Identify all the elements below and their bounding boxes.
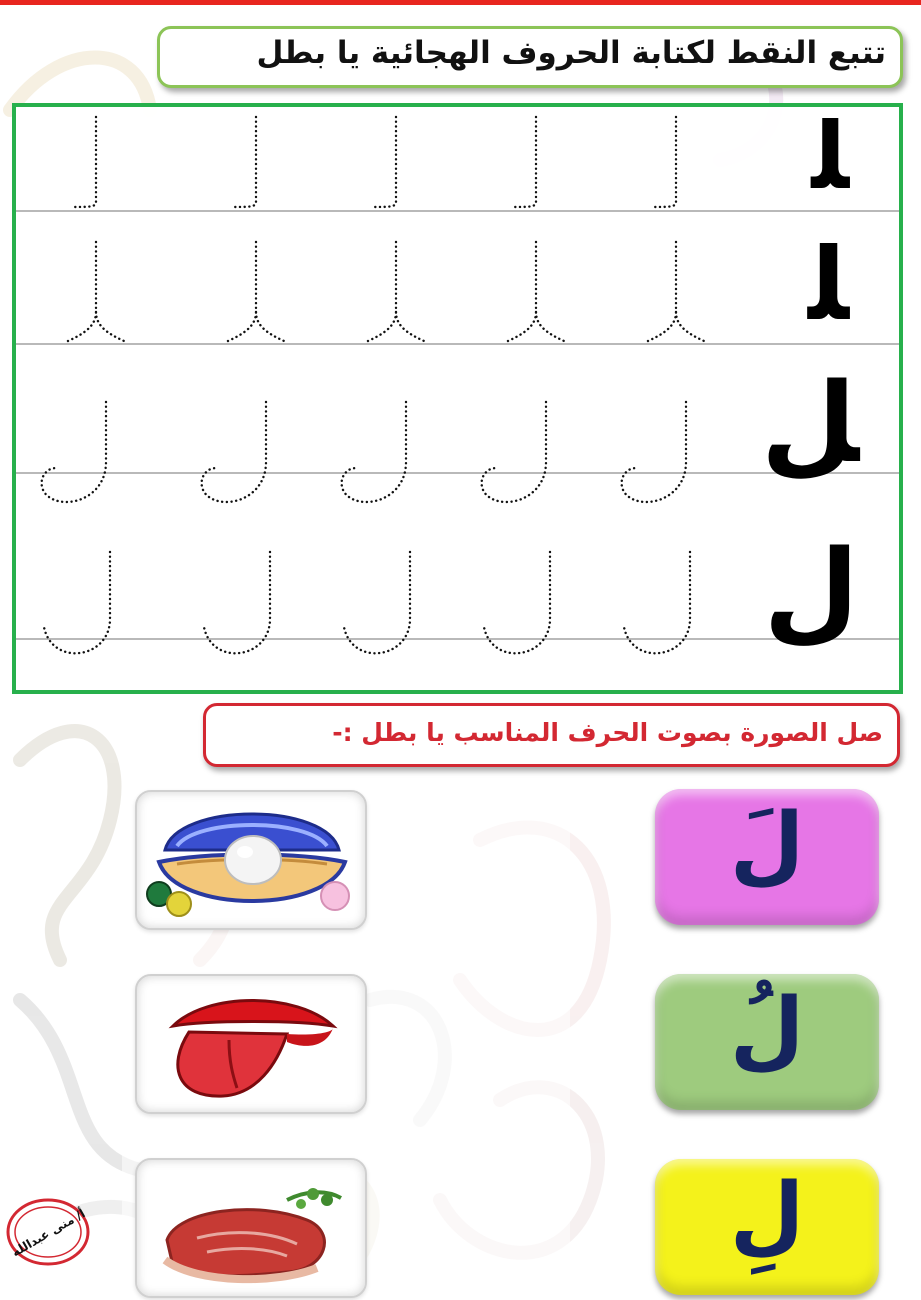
- dotted-letter: [72, 117, 96, 207]
- page-title: تتبع النقط لكتابة الحروف الهجائية يا بطل: [256, 35, 886, 71]
- top-red-bar: [0, 0, 921, 5]
- dotted-letter: [344, 552, 410, 653]
- letter-card-fatha[interactable]: [655, 789, 879, 925]
- dotted-letter: [342, 402, 406, 502]
- model-letter: ل: [763, 526, 859, 654]
- dotted-letter: [204, 552, 270, 653]
- dotted-letter: [508, 242, 564, 341]
- letter-fatha: لَ: [729, 795, 805, 895]
- dotted-letter: [624, 552, 690, 653]
- letter-damma: لُ: [729, 980, 805, 1080]
- dotted-letter: [232, 117, 256, 207]
- author-stamp: [4, 1196, 92, 1268]
- pearl-oyster-icon: [137, 792, 365, 928]
- picture-card-tongue[interactable]: [135, 974, 367, 1114]
- dotted-letter: [202, 402, 266, 502]
- letter-kasra: لِ: [729, 1165, 805, 1265]
- stamp-text: أ/ منى عبدالله: [9, 1206, 88, 1260]
- dotted-letter: [42, 402, 106, 502]
- picture-card-meat[interactable]: [135, 1158, 367, 1298]
- instruction-box: [203, 703, 900, 767]
- dotted-letter: [228, 242, 284, 341]
- tracing-area: [12, 103, 903, 694]
- dotted-letter: [68, 242, 124, 341]
- model-letter: ﻠ: [808, 226, 849, 343]
- picture-card-pearl[interactable]: [135, 790, 367, 930]
- dotted-letter: [482, 402, 546, 502]
- dotted-letter: [484, 552, 550, 653]
- pictures-panel: [122, 778, 570, 1298]
- dotted-trace-guides: [16, 103, 899, 690]
- dotted-letter: [648, 242, 704, 341]
- dotted-letter: [372, 117, 396, 207]
- letter-card-damma[interactable]: [655, 974, 879, 1110]
- tongue-lips-icon: [137, 976, 365, 1112]
- dotted-letter: [512, 117, 536, 207]
- dotted-letter: [622, 402, 686, 502]
- model-letter: ﻞ: [760, 359, 859, 487]
- instruction-text: صل الصورة بصوت الحرف المناسب يا بطل :-: [332, 718, 883, 747]
- meat-steak-icon: [137, 1160, 365, 1296]
- model-letter: ﻠ: [811, 103, 849, 210]
- dotted-letter: [368, 242, 424, 341]
- dotted-letter: [44, 552, 110, 653]
- title-box: [157, 26, 903, 88]
- letter-card-kasra[interactable]: [655, 1159, 879, 1295]
- dotted-letter: [652, 117, 676, 207]
